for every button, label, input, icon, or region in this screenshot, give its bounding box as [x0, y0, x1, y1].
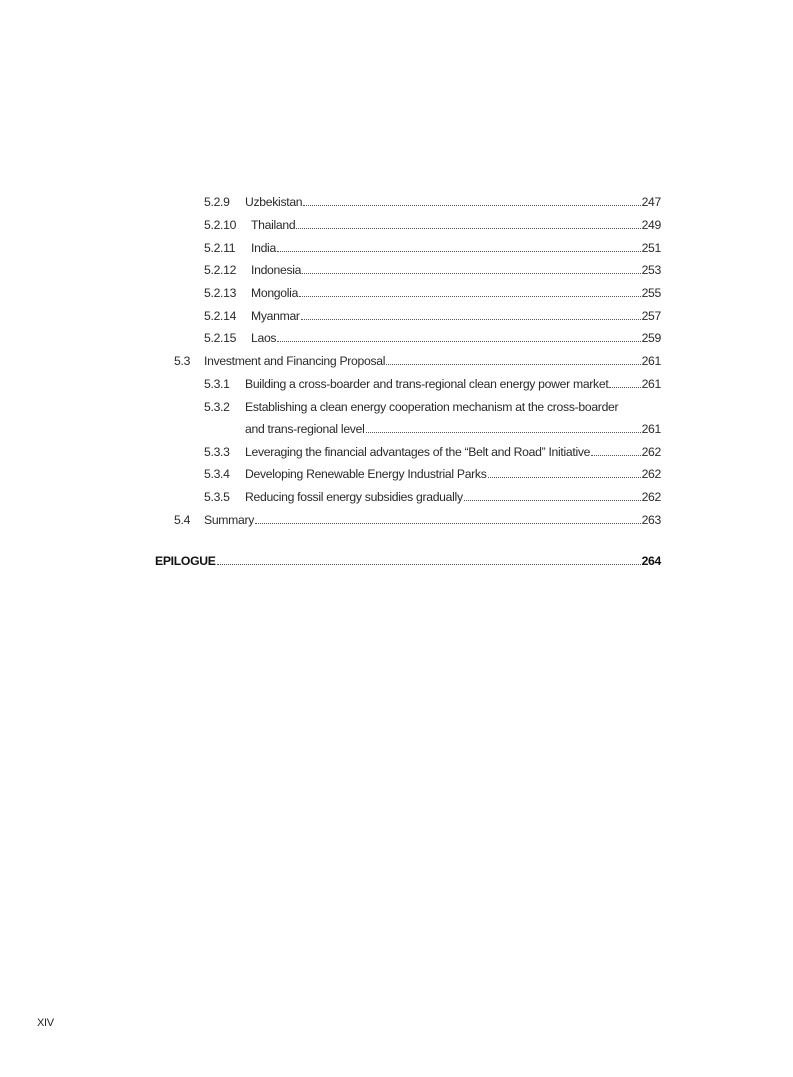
- toc-number: 5.3.4: [204, 467, 230, 481]
- dot-leader: [296, 228, 640, 229]
- toc-entry-epilogue[interactable]: [155, 553, 661, 569]
- toc-entry[interactable]: [204, 217, 661, 233]
- toc-title: India: [251, 241, 276, 255]
- toc-page: 261: [641, 354, 661, 368]
- toc-page: 251: [641, 241, 661, 255]
- toc-title: Uzbekistan: [245, 195, 303, 209]
- dot-leader: [488, 477, 641, 478]
- toc-page: 264: [641, 554, 661, 568]
- toc-page: 259: [641, 331, 661, 345]
- toc-page: 262: [641, 467, 661, 481]
- toc-entry[interactable]: [174, 353, 661, 369]
- toc-number: 5.4: [174, 513, 191, 527]
- toc-entry[interactable]: [204, 466, 661, 482]
- dot-leader: [591, 455, 640, 456]
- toc-title: Building a cross-boarder and trans-regional clean energy power market: [245, 377, 609, 391]
- dot-leader: [277, 251, 641, 252]
- toc-page: 253: [641, 263, 661, 277]
- toc-number: 5.2.10: [204, 218, 237, 232]
- dot-leader: [609, 387, 640, 388]
- toc-page: 249: [641, 218, 661, 232]
- toc-entry[interactable]: [204, 240, 661, 256]
- dot-leader: [277, 341, 640, 342]
- toc-entry[interactable]: [204, 285, 661, 301]
- toc-title: Myanmar: [251, 309, 300, 323]
- page-number: XIV: [37, 1017, 54, 1029]
- toc-title: Leveraging the financial advantages of the “Belt and Road” Initiative: [245, 445, 591, 459]
- toc-page: 262: [641, 445, 661, 459]
- toc-page: 261: [641, 422, 661, 436]
- dot-leader: [302, 273, 640, 274]
- toc-title: Thailand: [251, 218, 296, 232]
- toc-number: 5.3.1: [204, 377, 230, 391]
- dot-leader: [464, 500, 641, 501]
- toc-number: 5.2.14: [204, 309, 237, 323]
- toc-entry[interactable]: [174, 512, 661, 528]
- toc-number: 5.2.13: [204, 286, 237, 300]
- toc-title: Laos: [251, 331, 277, 345]
- toc-entry[interactable]: [204, 330, 661, 346]
- dot-leader: [299, 296, 641, 297]
- toc-title: Establishing a clean energy cooperation mechanism at the cross-boarder: [245, 400, 619, 414]
- toc-number: 5.3.2: [204, 400, 230, 414]
- toc-number: 5.2.9: [204, 195, 230, 209]
- dot-leader: [303, 205, 640, 206]
- toc-title: and trans-regional level: [245, 422, 365, 436]
- toc-entry[interactable]: [204, 194, 661, 210]
- toc-entry-continued[interactable]: [245, 421, 661, 437]
- dot-leader: [217, 564, 641, 565]
- toc-page: 257: [641, 309, 661, 323]
- toc-title: Reducing fossil energy subsidies gradually: [245, 490, 463, 504]
- toc-title: Developing Renewable Energy Industrial Parks: [245, 467, 487, 481]
- toc-entry[interactable]: [204, 376, 661, 392]
- toc-number: 5.3.3: [204, 445, 230, 459]
- toc-entry[interactable]: [204, 262, 661, 278]
- toc-number: 5.2.11: [204, 241, 236, 255]
- dot-leader: [301, 319, 641, 320]
- toc-page: 263: [641, 513, 661, 527]
- toc-title: EPILOGUE: [155, 554, 216, 568]
- toc-title: Mongolia: [251, 286, 299, 300]
- toc-entry[interactable]: [204, 399, 661, 415]
- toc-title: Investment and Financing Proposal: [204, 354, 386, 368]
- toc-page: 262: [641, 490, 661, 504]
- toc-number: 5.2.12: [204, 263, 237, 277]
- dot-leader: [255, 523, 641, 524]
- toc-entry[interactable]: [204, 308, 661, 324]
- dot-leader: [366, 432, 641, 433]
- toc-number: 5.3: [174, 354, 191, 368]
- toc-page: 247: [641, 195, 661, 209]
- toc-page: 261: [641, 377, 661, 391]
- toc-page: 255: [641, 286, 661, 300]
- toc-entry[interactable]: [204, 444, 661, 460]
- dot-leader: [386, 364, 640, 365]
- toc-entry[interactable]: [204, 489, 661, 505]
- toc-number: 5.3.5: [204, 490, 230, 504]
- toc-title: Summary: [204, 513, 255, 527]
- toc-title: Indonesia: [251, 263, 302, 277]
- toc-number: 5.2.15: [204, 331, 237, 345]
